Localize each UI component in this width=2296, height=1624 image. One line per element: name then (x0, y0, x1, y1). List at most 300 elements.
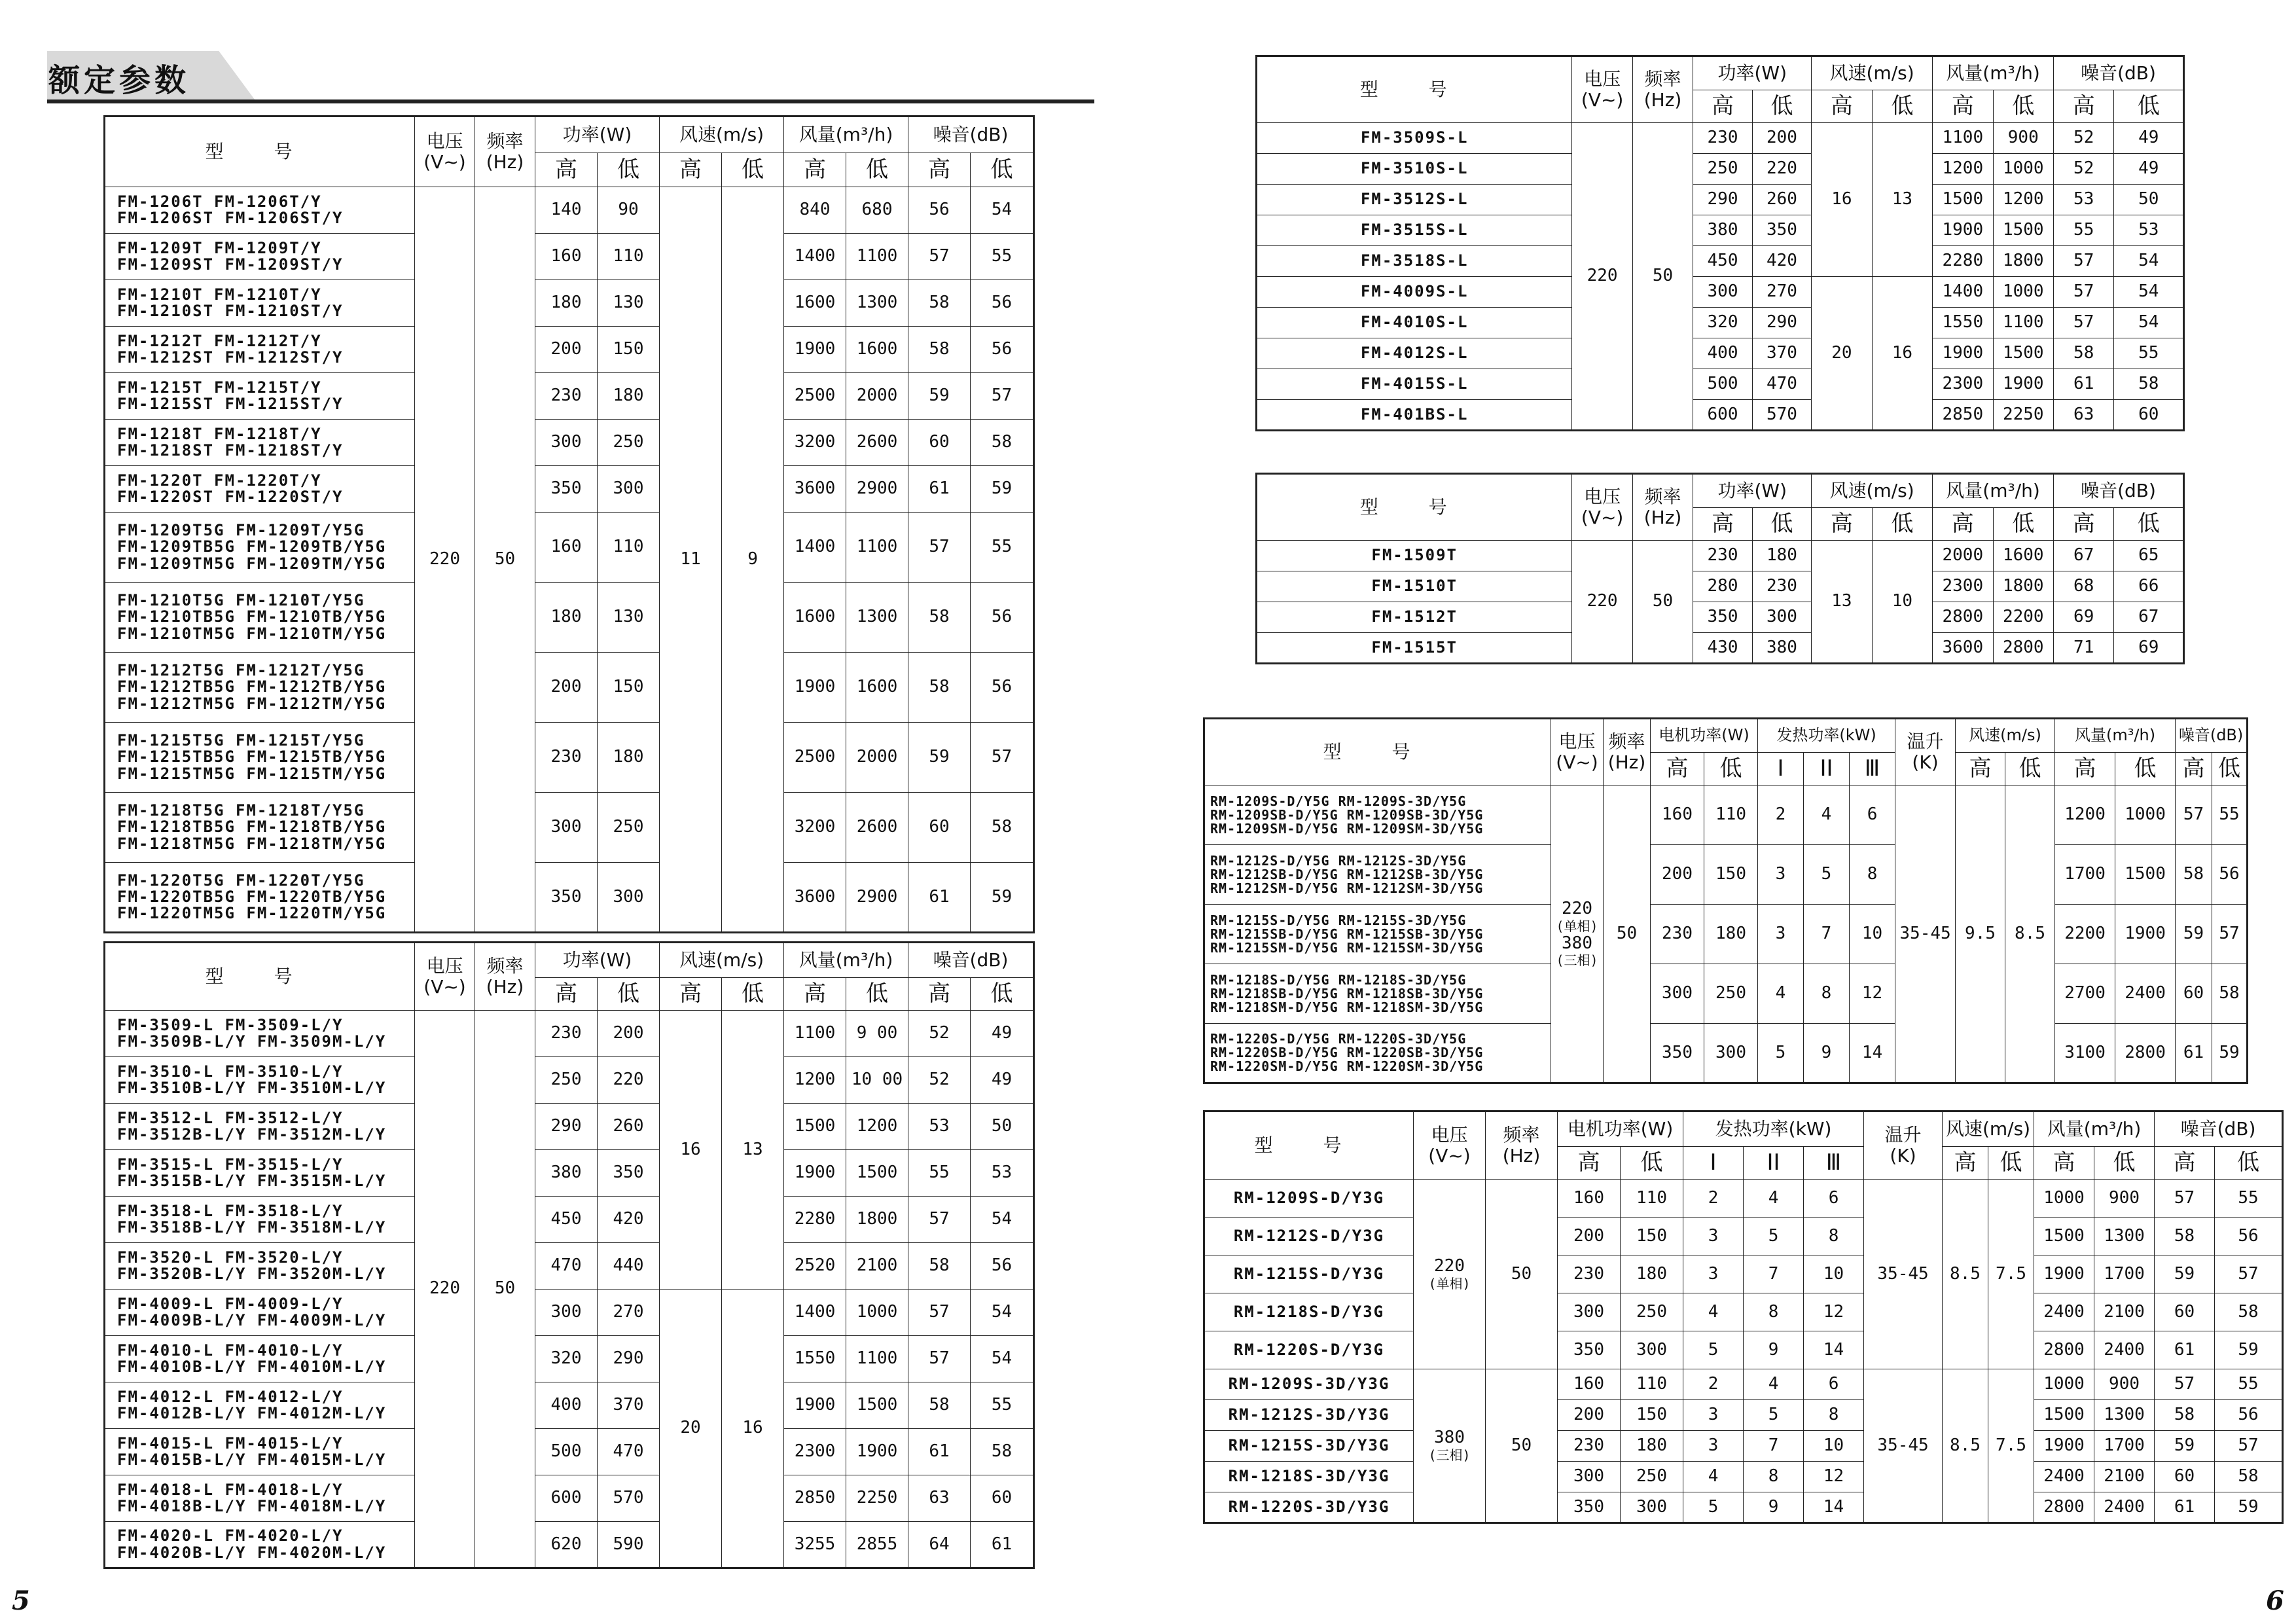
wind-high: 20 (1812, 277, 1872, 431)
header-high: 高 (535, 153, 598, 187)
airflow-low: 1700 (2094, 1431, 2155, 1462)
noise-low: 54 (971, 1197, 1034, 1243)
power-low: 180 (598, 373, 660, 420)
wind-low: 10 (1872, 541, 1932, 664)
header-level-1: Ⅰ (1758, 753, 1804, 785)
header-low: 低 (2215, 1147, 2283, 1180)
table-row (105, 1522, 1034, 1568)
noise-low: 58 (2212, 964, 2248, 1024)
model-line: RM-1220SB-D/Y5G RM-1220SB-3D/Y5G (1210, 1045, 1484, 1060)
airflow-high: 1900 (2034, 1255, 2094, 1293)
model-cell: FM-1510T (1257, 571, 1572, 602)
model-cell: RM-1215S-D/Y3G (1204, 1255, 1414, 1293)
table-row (105, 1197, 1034, 1243)
heating-level-2: 9 (1744, 1331, 1804, 1369)
page-number-left: 5 (12, 1585, 30, 1616)
motor-power-low: 150 (1704, 845, 1758, 905)
frequency-cell: 50 (1486, 1369, 1558, 1523)
power-low: 130 (598, 280, 660, 327)
airflow-high: 2800 (2034, 1492, 2094, 1523)
power-low: 420 (598, 1197, 660, 1243)
power-low: 180 (598, 723, 660, 793)
spec-table-fm-s-l (1255, 55, 2185, 431)
airflow-low: 1600 (846, 327, 908, 373)
table-row (105, 583, 1034, 653)
voltage-value: 380 (1434, 1428, 1465, 1448)
airflow-high: 3600 (784, 863, 846, 933)
header-wind-speed: 风速(m/s) (1812, 474, 1933, 508)
header-voltage: 电压 (V~) (1572, 474, 1632, 541)
motor-power-low: 250 (1704, 964, 1758, 1024)
table-row (105, 793, 1034, 863)
motor-power-high: 160 (1558, 1369, 1621, 1400)
header-high: 高 (784, 978, 846, 1011)
airflow-high: 2800 (2034, 1331, 2094, 1369)
header-voltage: 电压 (V~) (1414, 1111, 1486, 1180)
motor-power-high: 300 (1651, 964, 1704, 1024)
voltage-note: (三相) (1428, 1447, 1471, 1463)
table-row (1204, 845, 2248, 905)
wind-high: 16 (1812, 123, 1872, 277)
header-low: 低 (722, 978, 784, 1011)
airflow-low: 2100 (2094, 1293, 2155, 1331)
model-line: FM-4012B-L/Y FM-4012M-L/Y (117, 1404, 387, 1422)
table-row (105, 187, 1034, 234)
voltage-cell (1551, 785, 1604, 1083)
power-low: 200 (598, 1011, 660, 1057)
noise-high: 61 (908, 863, 971, 933)
airflow-low: 1200 (1993, 185, 2053, 215)
wind-high: 9.5 (1956, 785, 2005, 1083)
table-row (1257, 541, 2184, 571)
airflow-high: 1600 (784, 583, 846, 653)
airflow-high: 2400 (2034, 1293, 2094, 1331)
model-line: FM-1212T5G FM-1212T/Y5G (117, 661, 365, 680)
header-low: 低 (1993, 508, 2053, 541)
motor-power-high: 350 (1651, 1024, 1704, 1083)
airflow-high: 3600 (1933, 633, 1993, 664)
power-low: 440 (598, 1243, 660, 1290)
header-noise: 噪音(dB) (2053, 56, 2183, 90)
wind-low: 7.5 (1988, 1369, 2034, 1523)
airflow-high: 2000 (1933, 541, 1993, 571)
heating-level-2: 9 (1744, 1492, 1804, 1523)
table-row (1204, 905, 2248, 964)
model-line: FM-1215TM5G FM-1215TM/Y5G (117, 764, 387, 783)
noise-high: 58 (908, 1382, 971, 1429)
airflow-high: 2280 (784, 1197, 846, 1243)
airflow-low: 680 (846, 187, 908, 234)
noise-low: 50 (971, 1104, 1034, 1150)
heating-level-2: 4 (1744, 1369, 1804, 1400)
heating-level-2: 7 (1744, 1431, 1804, 1462)
table-row (105, 234, 1034, 280)
table-row (105, 1057, 1034, 1104)
header-low: 低 (1872, 508, 1932, 541)
model-line: FM-3512B-L/Y FM-3512M-L/Y (117, 1125, 387, 1144)
airflow-low: 2200 (1993, 602, 2053, 633)
model-line: RM-1215SM-D/Y5G RM-1215SM-3D/Y5G (1210, 939, 1484, 956)
model-cell: FM-1509T (1257, 541, 1572, 571)
model-line: FM-1206ST FM-1206ST/Y (117, 209, 344, 227)
header-airflow: 风量(m³/h) (2055, 719, 2176, 753)
heating-level-1: 4 (1683, 1462, 1744, 1492)
heating-level-1: 4 (1683, 1293, 1744, 1331)
model-line: FM-1215TB5G FM-1215TB/Y5G (117, 748, 387, 767)
header-wind-speed: 风速(m/s) (1943, 1111, 2034, 1147)
heating-level-3: 10 (1804, 1431, 1864, 1462)
noise-low: 56 (971, 583, 1034, 653)
noise-high: 57 (2176, 785, 2212, 845)
airflow-high: 1600 (784, 280, 846, 327)
wind-high: 13 (1812, 541, 1872, 664)
model-cell: FM-4015S-L (1257, 369, 1572, 400)
power-low: 220 (598, 1057, 660, 1104)
motor-power-high: 230 (1558, 1431, 1621, 1462)
header-low: 低 (722, 153, 784, 187)
wind-low: 9 (722, 187, 784, 933)
header-airflow: 风量(m³/h) (2034, 1111, 2155, 1147)
power-low: 370 (598, 1382, 660, 1429)
model-cell: RM-1215S-3D/Y3G (1204, 1431, 1414, 1462)
airflow-low: 1600 (846, 653, 908, 723)
noise-high: 63 (2053, 400, 2113, 431)
noise-high: 57 (2155, 1369, 2215, 1400)
wind-low: 16 (722, 1290, 784, 1568)
noise-low: 56 (971, 1243, 1034, 1290)
heating-level-3: 14 (1850, 1024, 1895, 1083)
power-high: 230 (1693, 123, 1752, 154)
wind-low: 16 (1872, 277, 1932, 431)
power-low: 270 (598, 1290, 660, 1336)
header-high: 高 (2155, 1147, 2215, 1180)
table-row (1204, 1369, 2283, 1400)
header-airflow: 风量(m³/h) (1933, 56, 2054, 90)
noise-low: 59 (2212, 1024, 2248, 1083)
airflow-high: 2850 (1933, 400, 1993, 431)
power-low: 350 (1752, 215, 1811, 246)
header-high: 高 (908, 978, 971, 1011)
spec-table-fm15 (1255, 473, 2185, 664)
heating-level-1: 2 (1683, 1369, 1744, 1400)
motor-power-low: 150 (1621, 1218, 1683, 1255)
noise-high: 60 (908, 793, 971, 863)
header-high: 高 (2055, 753, 2115, 785)
model-line: FM-4020B-L/Y FM-4020M-L/Y (117, 1543, 387, 1562)
power-high: 600 (535, 1475, 598, 1522)
model-line: FM-4010B-L/Y FM-4010M-L/Y (117, 1358, 387, 1376)
airflow-high: 1200 (1933, 154, 1993, 185)
airflow-high: 2520 (784, 1243, 846, 1290)
noise-low: 53 (2114, 215, 2184, 246)
heating-level-3: 10 (1804, 1255, 1864, 1293)
noise-high: 63 (908, 1475, 971, 1522)
airflow-low: 1300 (846, 280, 908, 327)
model-line: FM-3509B-L/Y FM-3509M-L/Y (117, 1032, 387, 1051)
noise-high: 67 (2053, 541, 2113, 571)
noise-high: 58 (908, 583, 971, 653)
power-high: 230 (535, 1011, 598, 1057)
model-line: FM-1210T FM-1210T/Y (117, 285, 322, 304)
noise-low: 54 (2114, 246, 2184, 277)
power-high: 250 (535, 1057, 598, 1104)
model-cell (1204, 845, 1551, 905)
power-high: 300 (535, 420, 598, 466)
power-high: 620 (535, 1522, 598, 1568)
model-line: RM-1220SM-D/Y5G RM-1220SM-3D/Y5G (1210, 1058, 1484, 1074)
heating-level-3: 12 (1804, 1462, 1864, 1492)
model-cell (105, 1011, 415, 1057)
airflow-low: 900 (2094, 1369, 2155, 1400)
airflow-high: 1900 (1933, 215, 1993, 246)
airflow-low: 2600 (846, 793, 908, 863)
power-high: 290 (535, 1104, 598, 1150)
airflow-high: 3600 (784, 466, 846, 513)
noise-high: 58 (2155, 1218, 2215, 1255)
airflow-low: 1100 (846, 234, 908, 280)
airflow-high: 1500 (2034, 1400, 2094, 1431)
airflow-low: 1500 (2115, 845, 2176, 905)
motor-power-high: 160 (1651, 785, 1704, 845)
voltage-cell: 220 (1572, 123, 1632, 431)
power-high: 350 (535, 466, 598, 513)
airflow-high: 1000 (2034, 1180, 2094, 1218)
header-low: 低 (2005, 753, 2055, 785)
table-row (105, 1290, 1034, 1336)
spec-table-rm-y5g (1203, 717, 2248, 1084)
airflow-high: 2400 (2034, 1462, 2094, 1492)
noise-low: 65 (2114, 541, 2184, 571)
table-row (1204, 1024, 2248, 1083)
table-row (1257, 215, 2184, 246)
header-model: 型 号 (105, 117, 415, 187)
model-cell (105, 1104, 415, 1150)
model-cell: RM-1209S-3D/Y3G (1204, 1369, 1414, 1400)
noise-low: 56 (971, 327, 1034, 373)
motor-power-low: 180 (1704, 905, 1758, 964)
frequency-cell: 50 (1632, 541, 1693, 664)
noise-high: 53 (2053, 185, 2113, 215)
model-cell: FM-4012S-L (1257, 338, 1572, 369)
airflow-low: 2400 (2115, 964, 2176, 1024)
heating-level-2: 5 (1744, 1218, 1804, 1255)
header-wind-speed: 风速(m/s) (1956, 719, 2055, 753)
header-low: 低 (971, 153, 1034, 187)
airflow-high: 3200 (784, 420, 846, 466)
header-voltage: 电压 (V~) (415, 117, 475, 187)
noise-low: 67 (2114, 602, 2184, 633)
header-low: 低 (1752, 508, 1811, 541)
model-cell (1204, 785, 1551, 845)
noise-low: 56 (971, 280, 1034, 327)
motor-power-high: 300 (1558, 1293, 1621, 1331)
temp-rise-cell: 35-45 (1864, 1369, 1943, 1523)
model-cell (105, 1150, 415, 1197)
header-high: 高 (1933, 508, 1993, 541)
airflow-high: 2800 (1933, 602, 1993, 633)
airflow-low: 1900 (1993, 369, 2053, 400)
table-row (1204, 1180, 2283, 1218)
heating-level-1: 3 (1758, 845, 1804, 905)
noise-high: 61 (2176, 1024, 2212, 1083)
table-row (105, 1243, 1034, 1290)
table-row (1257, 369, 2184, 400)
header-voltage: 电压 (V~) (1572, 56, 1632, 123)
header-low: 低 (2114, 508, 2184, 541)
power-high: 230 (535, 723, 598, 793)
voltage-cell: 220 (415, 187, 475, 933)
header-wind-speed: 风速(m/s) (1812, 56, 1933, 90)
model-line: FM-1210TM5G FM-1210TM/Y5G (117, 624, 387, 643)
noise-high: 52 (908, 1011, 971, 1057)
noise-high: 59 (908, 723, 971, 793)
airflow-low: 2600 (846, 420, 908, 466)
model-cell (105, 1522, 415, 1568)
noise-low: 57 (2215, 1255, 2283, 1293)
motor-power-high: 200 (1558, 1218, 1621, 1255)
power-high: 350 (1693, 602, 1752, 633)
heating-level-3: 6 (1850, 785, 1895, 845)
airflow-low: 1800 (846, 1197, 908, 1243)
header-voltage: 电压 (V~) (1551, 719, 1604, 785)
power-low: 110 (598, 513, 660, 583)
model-line: FM-1209T5G FM-1209T/Y5G (117, 521, 365, 540)
table-row (1257, 602, 2184, 633)
airflow-low: 1300 (846, 583, 908, 653)
voltage-note: (单相) (1556, 918, 1598, 934)
table-row (105, 513, 1034, 583)
noise-low: 55 (971, 513, 1034, 583)
model-cell: RM-1218S-D/Y3G (1204, 1293, 1414, 1331)
model-cell: RM-1212S-3D/Y3G (1204, 1400, 1414, 1431)
airflow-low: 1900 (2115, 905, 2176, 964)
header-high: 高 (1943, 1147, 1988, 1180)
power-low: 130 (598, 583, 660, 653)
noise-high: 60 (2176, 964, 2212, 1024)
noise-low: 58 (2215, 1462, 2283, 1492)
model-line: FM-3515B-L/Y FM-3515M-L/Y (117, 1172, 387, 1190)
model-line: RM-1212S-D/Y5G RM-1212S-3D/Y5G (1210, 852, 1467, 869)
airflow-high: 1900 (784, 327, 846, 373)
table-row (1257, 246, 2184, 277)
airflow-low: 2855 (846, 1522, 908, 1568)
model-line: FM-3518B-L/Y FM-3518M-L/Y (117, 1218, 387, 1236)
table-row (105, 373, 1034, 420)
noise-high: 59 (908, 373, 971, 420)
header-motor-power: 电机功率(W) (1651, 719, 1758, 753)
header-power: 功率(W) (535, 117, 660, 153)
airflow-high: 1900 (1933, 338, 1993, 369)
heating-level-2: 7 (1744, 1255, 1804, 1293)
motor-power-high: 160 (1558, 1180, 1621, 1218)
heating-level-1: 2 (1683, 1180, 1744, 1218)
airflow-low: 1500 (1993, 338, 2053, 369)
wind-high: 16 (660, 1011, 722, 1290)
table-row (1204, 1218, 2283, 1255)
header-wind-speed: 风速(m/s) (660, 117, 784, 153)
airflow-high: 1700 (2055, 845, 2115, 905)
header-noise: 噪音(dB) (2155, 1111, 2283, 1147)
power-low: 420 (1752, 246, 1811, 277)
header-high: 高 (1558, 1147, 1621, 1180)
noise-high: 59 (2155, 1431, 2215, 1462)
power-low: 290 (598, 1336, 660, 1382)
noise-low: 49 (2114, 154, 2184, 185)
model-line: FM-1215ST FM-1215ST/Y (117, 395, 344, 413)
motor-power-low: 110 (1621, 1369, 1683, 1400)
header-low: 低 (846, 153, 908, 187)
airflow-low: 1500 (1993, 215, 2053, 246)
model-cell: FM-3518S-L (1257, 246, 1572, 277)
motor-power-low: 300 (1621, 1492, 1683, 1523)
airflow-high: 1500 (784, 1104, 846, 1150)
header-high: 高 (535, 978, 598, 1011)
noise-low: 55 (2215, 1180, 2283, 1218)
model-line: FM-1218T FM-1218T/Y (117, 424, 322, 443)
noise-high: 59 (2155, 1255, 2215, 1293)
airflow-high: 1200 (2055, 785, 2115, 845)
noise-high: 58 (908, 653, 971, 723)
noise-high: 55 (908, 1150, 971, 1197)
noise-high: 58 (2176, 845, 2212, 905)
header-low: 低 (2094, 1147, 2155, 1180)
table-row (1257, 185, 2184, 215)
header-low: 低 (1993, 90, 2053, 123)
motor-power-low: 300 (1621, 1331, 1683, 1369)
airflow-low: 1000 (2115, 785, 2176, 845)
airflow-low: 1600 (1993, 541, 2053, 571)
table-row (1204, 1462, 2283, 1492)
wind-low: 13 (722, 1011, 784, 1290)
voltage-cell (1414, 1180, 1486, 1369)
motor-power-low: 180 (1621, 1431, 1683, 1462)
noise-high: 60 (908, 420, 971, 466)
airflow-high: 1200 (784, 1057, 846, 1104)
model-line: RM-1215S-D/Y5G RM-1215S-3D/Y5G (1210, 912, 1467, 928)
header-power: 功率(W) (1693, 56, 1812, 90)
model-line: FM-3518-L FM-3518-L/Y (117, 1201, 344, 1220)
model-cell: FM-4009S-L (1257, 277, 1572, 308)
power-high: 250 (1693, 154, 1752, 185)
noise-high: 61 (908, 466, 971, 513)
heating-level-3: 12 (1850, 964, 1895, 1024)
airflow-low: 1000 (1993, 277, 2053, 308)
noise-low: 60 (971, 1475, 1034, 1522)
noise-low: 49 (2114, 123, 2184, 154)
model-cell: FM-3510S-L (1257, 154, 1572, 185)
airflow-high: 2500 (784, 373, 846, 420)
noise-low: 49 (971, 1057, 1034, 1104)
table-row (1257, 308, 2184, 338)
motor-power-high: 200 (1558, 1400, 1621, 1431)
airflow-high: 1400 (784, 513, 846, 583)
airflow-high: 1900 (784, 653, 846, 723)
noise-high: 55 (2053, 215, 2113, 246)
power-low: 570 (598, 1475, 660, 1522)
header-frequency: 频率 (Hz) (1632, 56, 1693, 123)
model-line: FM-4012-L FM-4012-L/Y (117, 1387, 344, 1406)
model-cell (105, 1336, 415, 1382)
table-row (105, 1104, 1034, 1150)
model-line: FM-1212T FM-1212T/Y (117, 331, 322, 350)
header-frequency: 频率 (Hz) (475, 117, 535, 187)
model-line: RM-1209S-D/Y5G RM-1209S-3D/Y5G (1210, 793, 1467, 809)
model-cell (1204, 905, 1551, 964)
model-line: FM-3510B-L/Y FM-3510M-L/Y (117, 1079, 387, 1097)
motor-power-low: 150 (1621, 1400, 1683, 1431)
power-high: 180 (535, 583, 598, 653)
heating-level-2: 8 (1744, 1462, 1804, 1492)
